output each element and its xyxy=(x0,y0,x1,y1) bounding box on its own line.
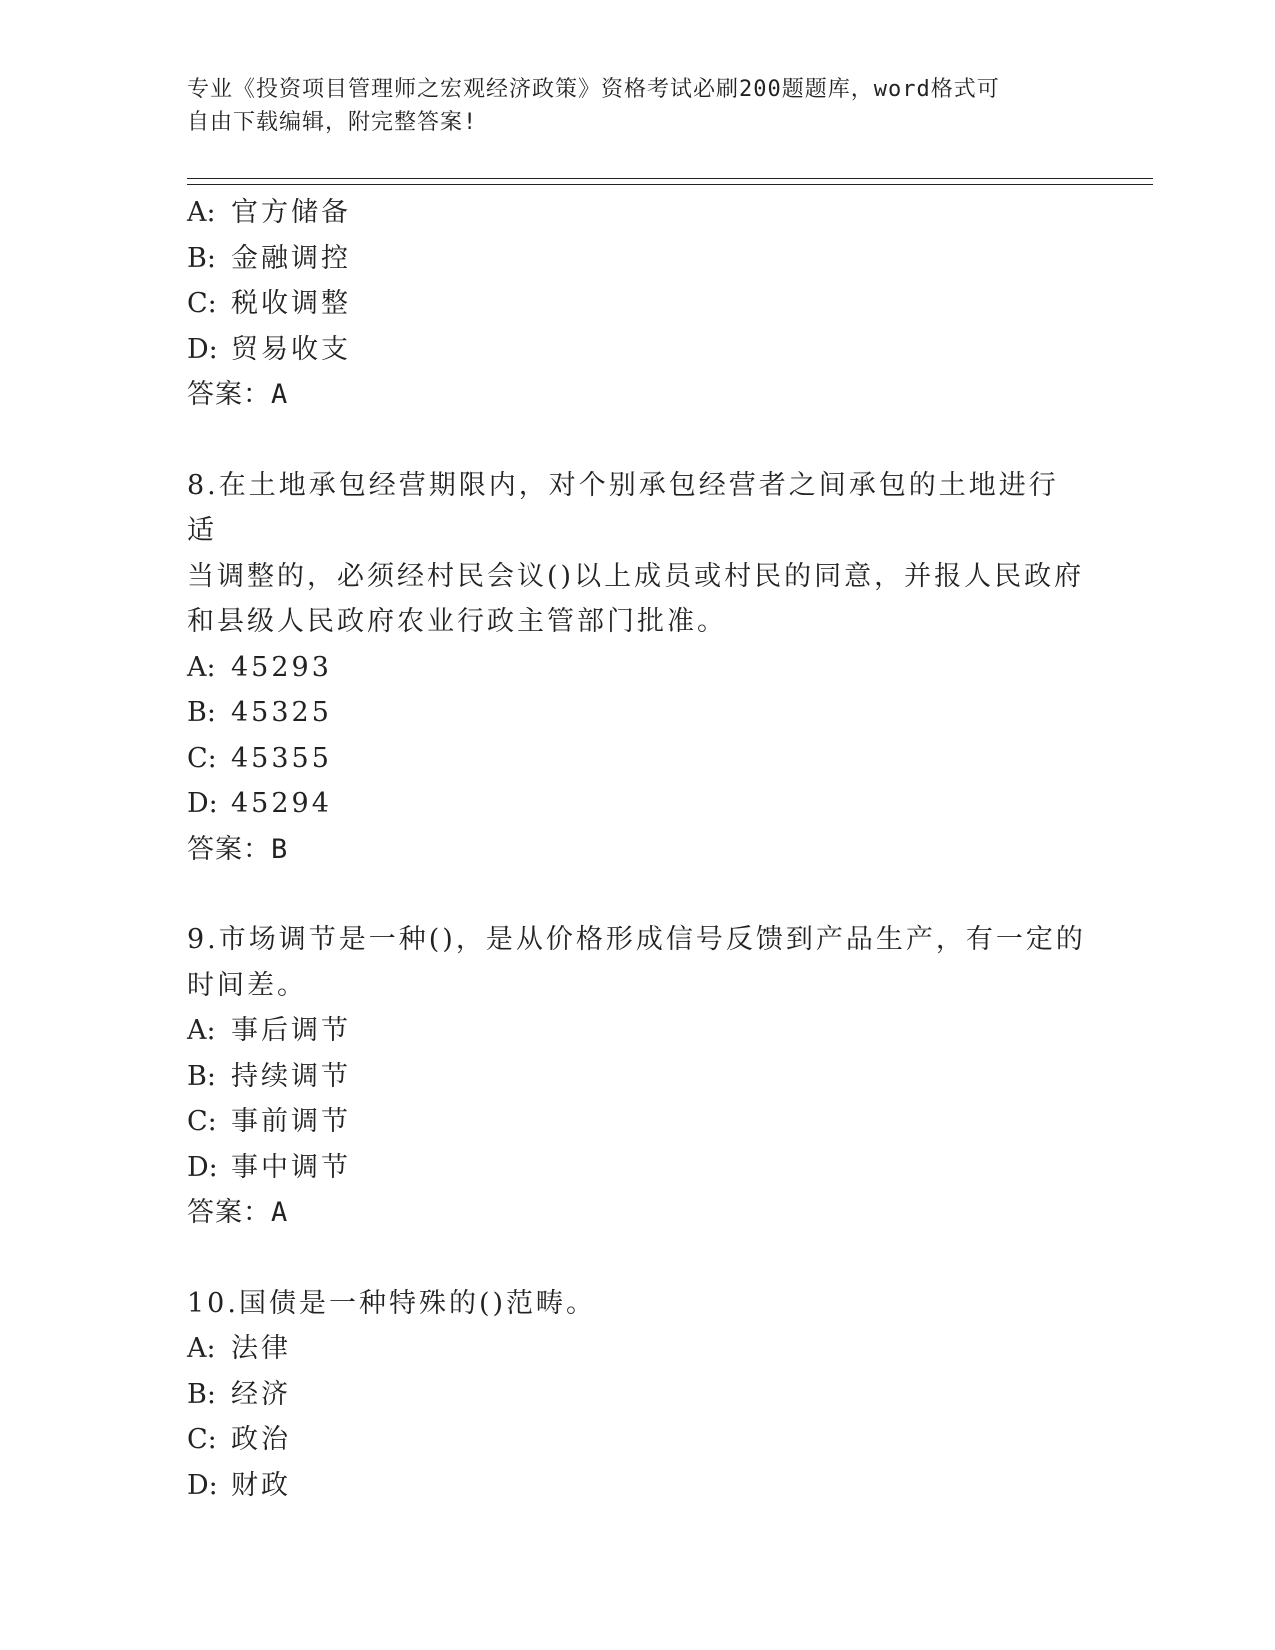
question-8 xyxy=(187,463,1087,873)
option-b: B: 金融调控 xyxy=(187,242,351,274)
answer-line: 答案：A xyxy=(187,379,288,410)
option-d: D: 45294 xyxy=(187,788,332,819)
header-line-2: 自由下载编辑，附完整答案! xyxy=(187,110,478,135)
option-c: C: 45355 xyxy=(187,742,332,774)
header-double-rule xyxy=(187,178,1153,185)
answer-line: 答案：A xyxy=(187,1197,288,1228)
option-b: B: 持续调节 xyxy=(187,1060,351,1092)
option-d: D: 事中调节 xyxy=(187,1151,351,1183)
option-b: B: 经济 xyxy=(187,1378,291,1410)
option-a: A: 法律 xyxy=(187,1333,291,1364)
document-header xyxy=(187,73,1067,139)
answer-line: 答案：B xyxy=(187,833,288,865)
option-c: C: 税收调整 xyxy=(187,288,351,319)
question-list xyxy=(187,190,1087,1508)
question-stem-line: 和县级人民政府农业行政主管部门批准。 xyxy=(187,606,727,637)
question-7 xyxy=(187,190,1087,418)
option-c: C: 事前调节 xyxy=(187,1106,351,1137)
option-d: D: 贸易收支 xyxy=(187,333,351,365)
option-a: A: 事后调节 xyxy=(187,1015,351,1046)
question-stem-line: 9.市场调节是一种()，是从价格形成信号反馈到产品生产，有一定的 xyxy=(187,924,1086,955)
question-stem-line: 当调整的，必须经村民会议()以上成员或村民的同意，并报人民政府 xyxy=(187,560,1085,592)
question-9 xyxy=(187,917,1087,1236)
question-stem-line: 10.国债是一种特殊的()范畴。 xyxy=(187,1287,597,1319)
question-10 xyxy=(187,1281,1087,1509)
option-d: D: 财政 xyxy=(187,1469,291,1501)
option-b: B: 45325 xyxy=(187,697,332,728)
option-c: C: 政治 xyxy=(187,1424,291,1455)
option-a: A: 45293 xyxy=(187,651,332,683)
question-stem-line: 时间差。 xyxy=(187,969,307,1001)
header-line-1: 专业《投资项目管理师之宏观经济政策》资格考试必刷200题题库，word格式可 xyxy=(187,77,1000,102)
option-a: A: 官方储备 xyxy=(187,197,351,228)
question-stem-line: 8.在土地承包经营期限内，对个别承包经营者之间承包的土地进行适 xyxy=(187,469,1059,546)
